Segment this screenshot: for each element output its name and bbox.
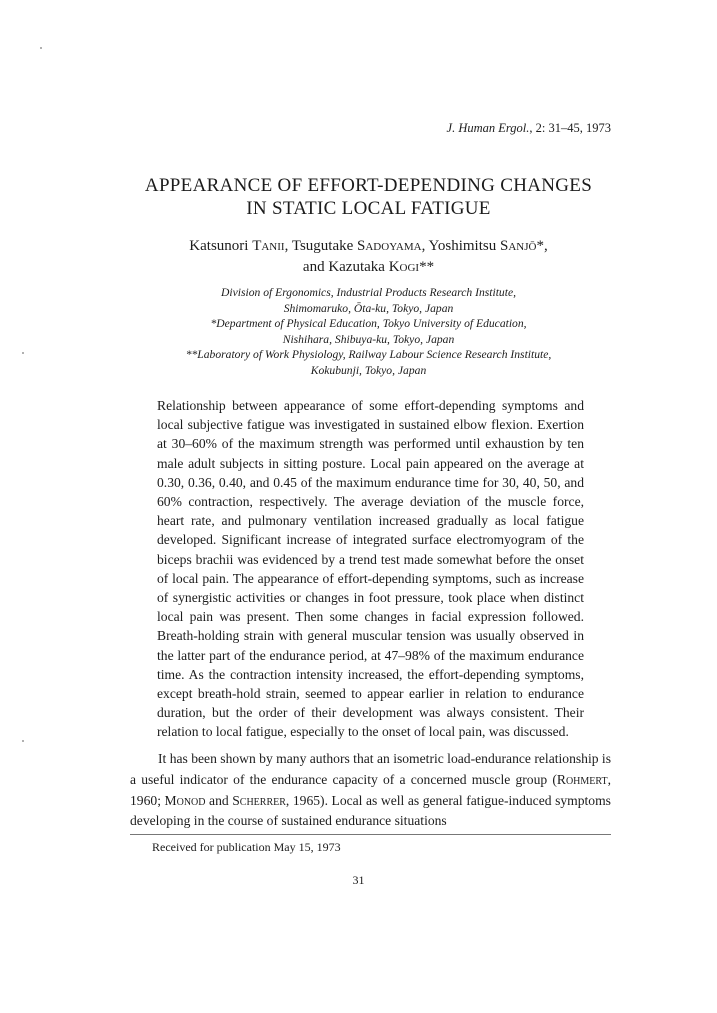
author-separator: ,: [284, 238, 292, 254]
citation-conjunction: and: [205, 792, 233, 808]
title-line-2: IN STATIC LOCAL FATIGUE: [246, 198, 491, 219]
author-line-1: [100, 236, 637, 257]
scan-speck: [40, 47, 42, 49]
author-3-given: Yoshimitsu: [428, 238, 500, 254]
received-date-footnote: Received for publication May 15, 1973: [152, 840, 341, 854]
paragraph-1: [130, 749, 611, 832]
citation-author: Scherrer: [232, 792, 286, 808]
text-run: It has been shown by many authors that an isometric load-endurance relationship is a useful indicator of the endurance capacity of a concerned muscle group (: [130, 751, 612, 787]
affiliation-line: **Laboratory of Work Physiology, Railway Labour Science Research Institute,: [185, 348, 552, 361]
author-3-family: Sanjō: [499, 238, 537, 254]
author-2-given: Tsugutake: [291, 238, 358, 254]
text-run: Local as well as general fatigue-induced symptoms developing in the course of sustained endurance situations: [130, 792, 611, 829]
body-text: [130, 749, 611, 832]
scan-speck: [22, 352, 24, 354]
affiliation-line: Kokubunji, Tokyo, Japan: [310, 363, 427, 377]
abstract: Relationship between appearance of some effort-depending symptoms and local subjective fatigue was investigated in sustained elbow flexion. Exertion at 30–60% of the maximum strength was performed until exhaustion by ten male adult subjects in sitting posture. Local pain appeared on the average at 0.30, 0.36, 0.40, and 0.45 of the maximum endurance time for 30, 40, 50, and 60% contraction, respectively. The average deviation of the muscle force, heart rate, and pulmonary ventilation increased gradually as local fatigue developed. Significant increase of integrated surface electromyogram of the biceps brachii was evidenced by a trend test made somewhat before the onset of local pain. The appearance of effort-depending symptoms, such as increase of synergistic activities or changes in foot pressure, took place when distinct local pain was present. Then some changes in facial expression followed. Breath-holding strain with general muscular tension was usually observed in the latter part of the endurance period, at 47–98% of the maximum endurance time. As the contraction intensity increased, the effort-depending symptoms, except breath-hold strain, seemed to appear earlier in relation to endurance duration, but the order of their development was always consistent. Their relation to local fatigue, especially to the onset of local pain, was discussed.: [157, 398, 584, 740]
volume-pages-year: , 2: 31–45, 1973: [529, 121, 611, 135]
paper-title: [100, 174, 637, 220]
citation-year: , 1960;: [130, 771, 611, 808]
affiliations: [100, 285, 637, 378]
journal-citation: [410, 121, 611, 136]
author-separator: ,: [421, 238, 429, 254]
affiliation-line: Shimomaruko, Ōta-ku, Tokyo, Japan: [283, 301, 454, 315]
affiliation-line: *Department of Physical Education, Tokyo University of Education,: [210, 317, 527, 330]
affiliation-line: Nishihara, Shibuya-ku, Tokyo, Japan: [282, 332, 455, 346]
author-2-family: Sadoyama: [357, 238, 422, 254]
citation-author: Rohmert: [556, 771, 608, 787]
author-4-family: Kogi: [388, 259, 420, 275]
citation-author: Monod: [164, 792, 206, 808]
page-number: 31: [352, 873, 365, 887]
affiliation-line: Division of Ergonomics, Industrial Products Research Institute,: [221, 286, 516, 299]
author-1-given: Katsunori: [189, 238, 253, 254]
title-line-1: APPEARANCE OF EFFORT-DEPENDING CHANGES: [144, 175, 593, 196]
author-line-2: [100, 257, 637, 278]
journal-name: J. Human Ergol.: [446, 121, 530, 135]
author-3-mark: *,: [536, 238, 548, 254]
author-list: [100, 236, 637, 278]
scan-speck: [22, 740, 24, 742]
author-4-given: and Kazutaka: [302, 259, 389, 275]
author-4-mark: **: [419, 259, 435, 275]
footnote-divider: [130, 834, 611, 835]
author-1-family: Tanii: [252, 238, 285, 254]
citation-year: , 1965).: [285, 792, 328, 808]
